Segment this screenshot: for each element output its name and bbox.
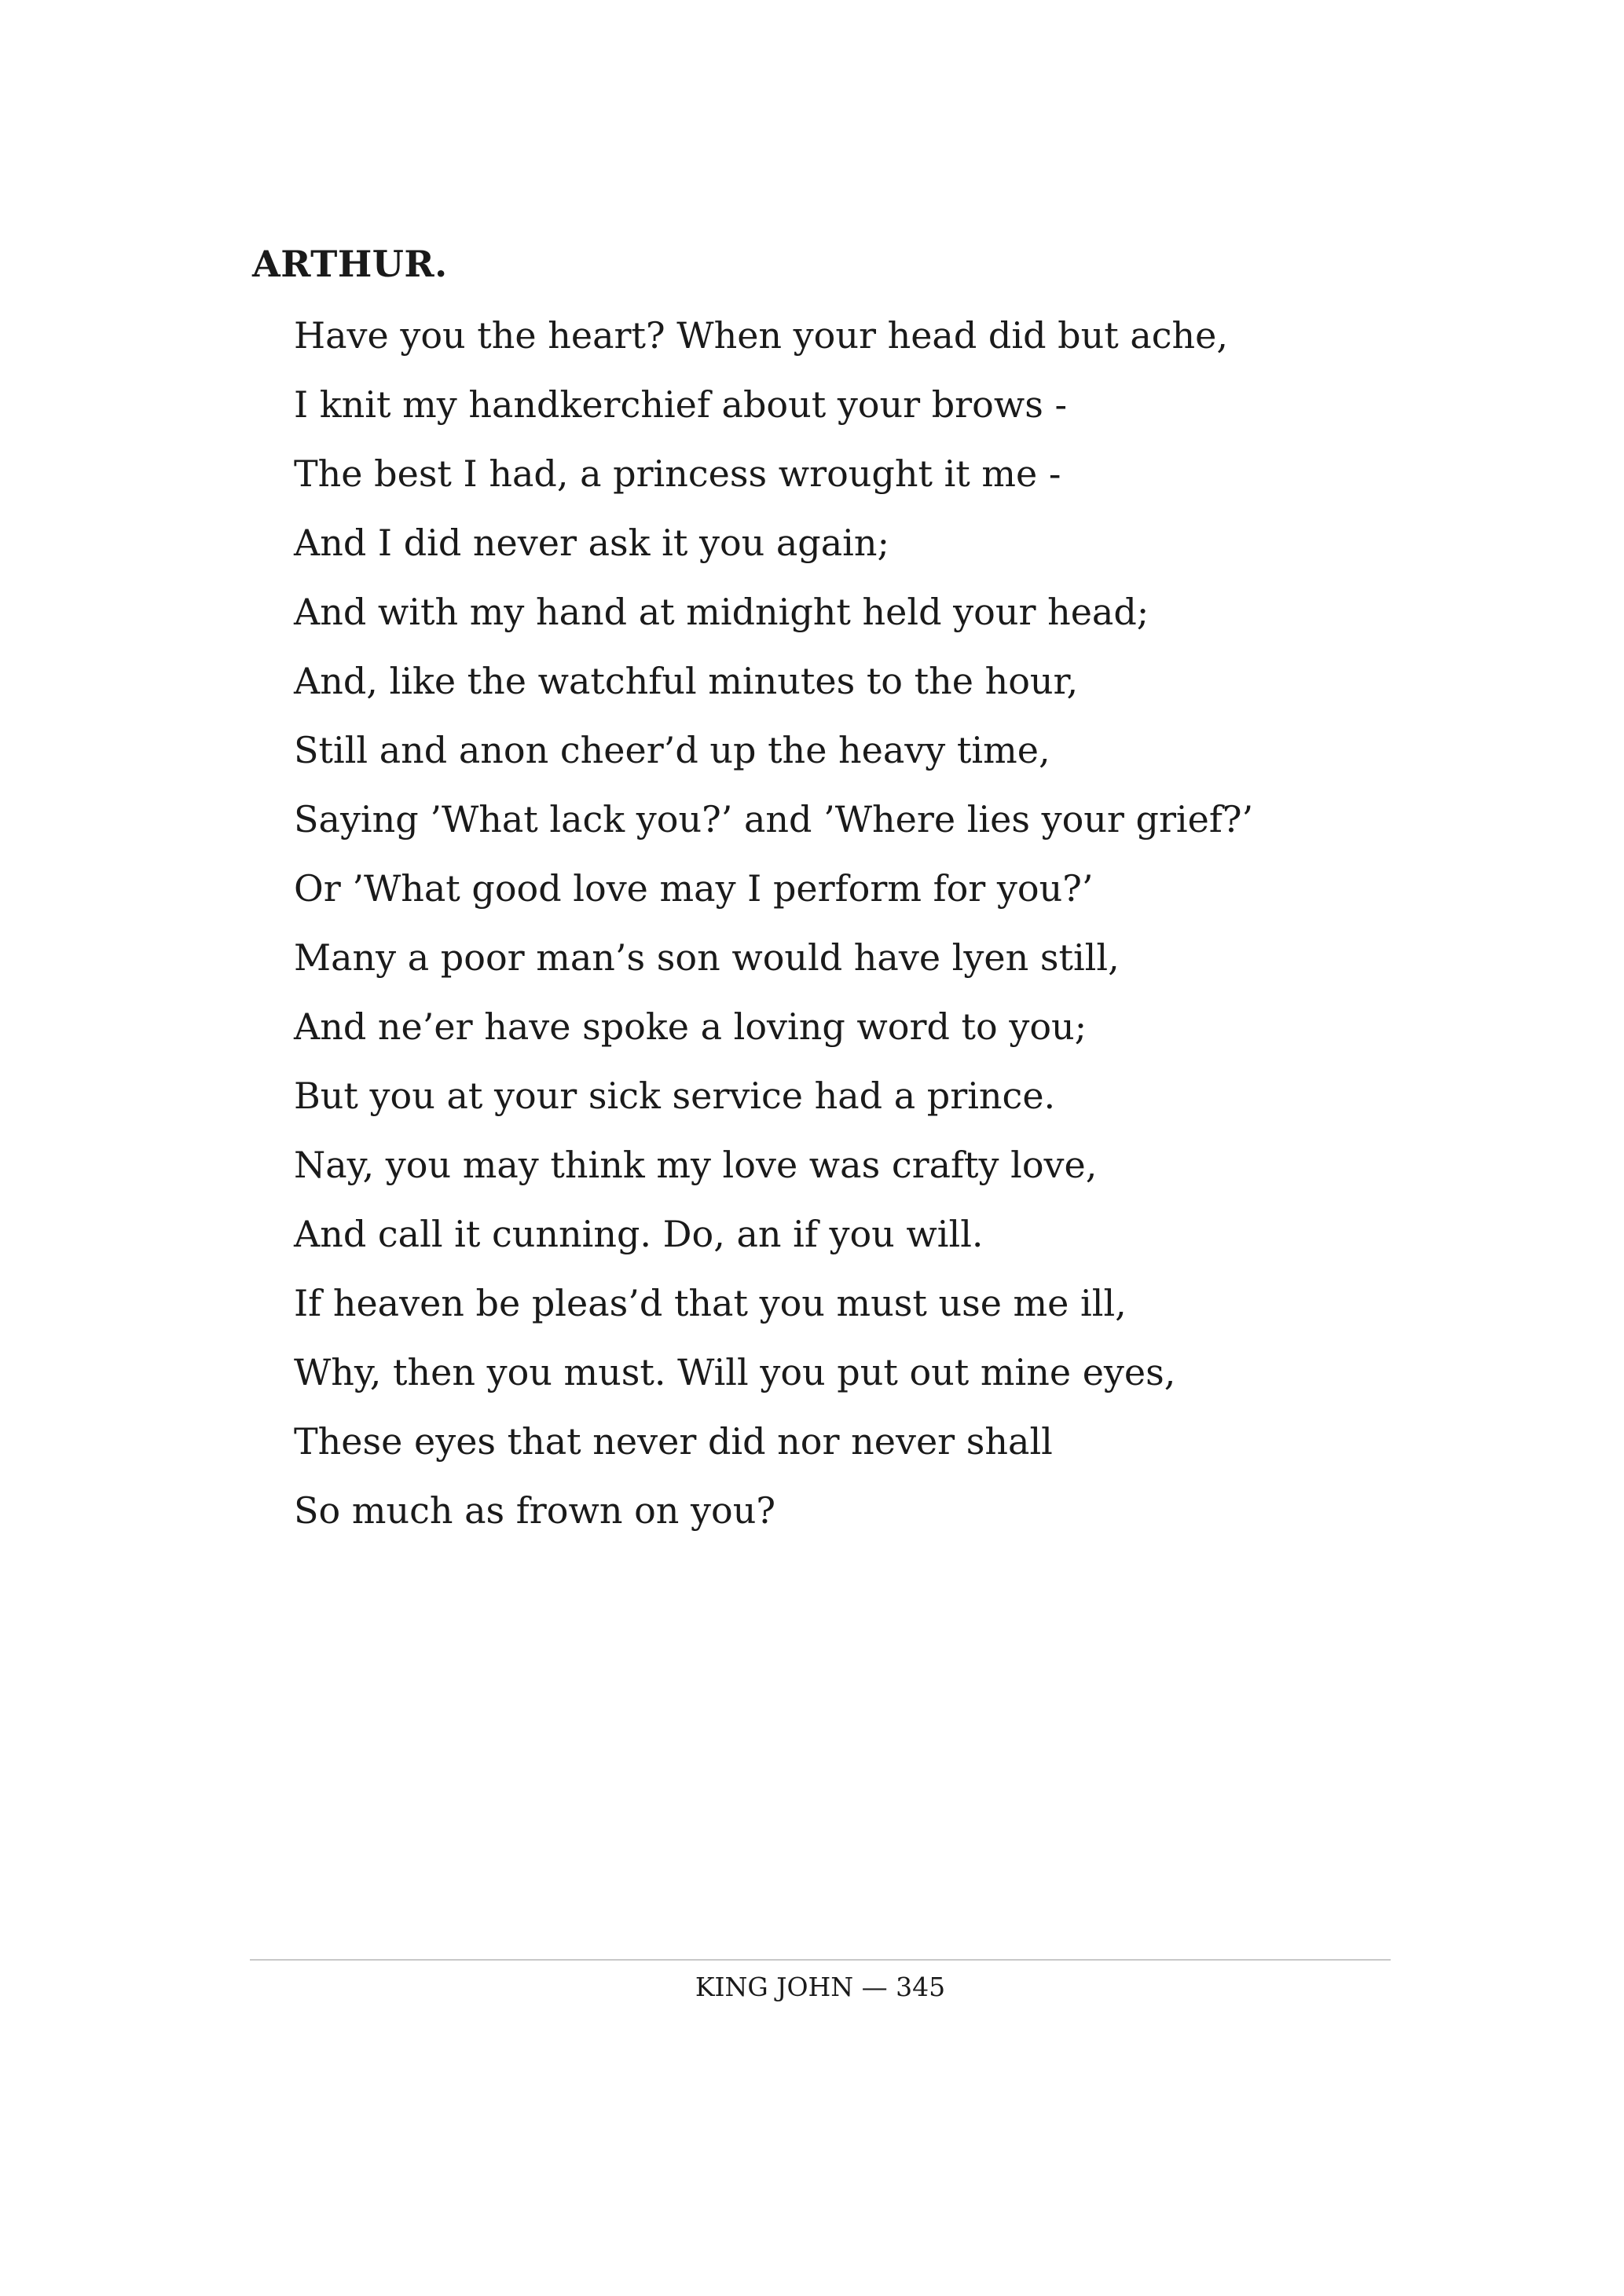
verse-line: And, like the watchful minutes to the hour, (294, 660, 1079, 702)
verse-line: But you at your sick service had a prince. (294, 1075, 1056, 1117)
verse-line: And I did never ask it you again; (294, 522, 890, 564)
verse-line: Many a poor man’s son would have lyen still, (294, 936, 1120, 979)
verse-line: If heaven be pleas’d that you must use me ill, (294, 1282, 1127, 1324)
verse-line: Have you the heart? When your head did but ache, (294, 314, 1228, 357)
footer-divider (250, 1959, 1391, 1961)
verse-line: So much as frown on you? (294, 1489, 775, 1532)
verse-line: Still and anon cheer’d up the heavy time, (294, 729, 1050, 771)
verse-line: Saying ’What lack you?’ and ’Where lies your grief?’ (294, 798, 1254, 840)
verse-line: These eyes that never did nor never shall (294, 1420, 1053, 1463)
verse-line: Why, then you must. Will you put out mine eyes, (294, 1351, 1176, 1393)
verse-line: Or ’What good love may I perform for you?’ (294, 867, 1094, 910)
speaker-name: ARTHUR. (252, 243, 448, 285)
verse-line: The best I had, a princess wrought it me - (294, 452, 1061, 495)
verse-line: And with my hand at midnight held your head; (294, 591, 1149, 633)
verse-line: I knit my handkerchief about your brows - (294, 383, 1068, 426)
running-footer: KING JOHN — 345 (695, 1972, 946, 2002)
verse-line: And call it cunning. Do, an if you will. (294, 1213, 984, 1255)
verse-block (294, 308, 1253, 1552)
verse-line: And ne’er have spoke a loving word to you; (294, 1005, 1087, 1048)
verse-line: Nay, you may think my love was crafty love, (294, 1144, 1098, 1186)
